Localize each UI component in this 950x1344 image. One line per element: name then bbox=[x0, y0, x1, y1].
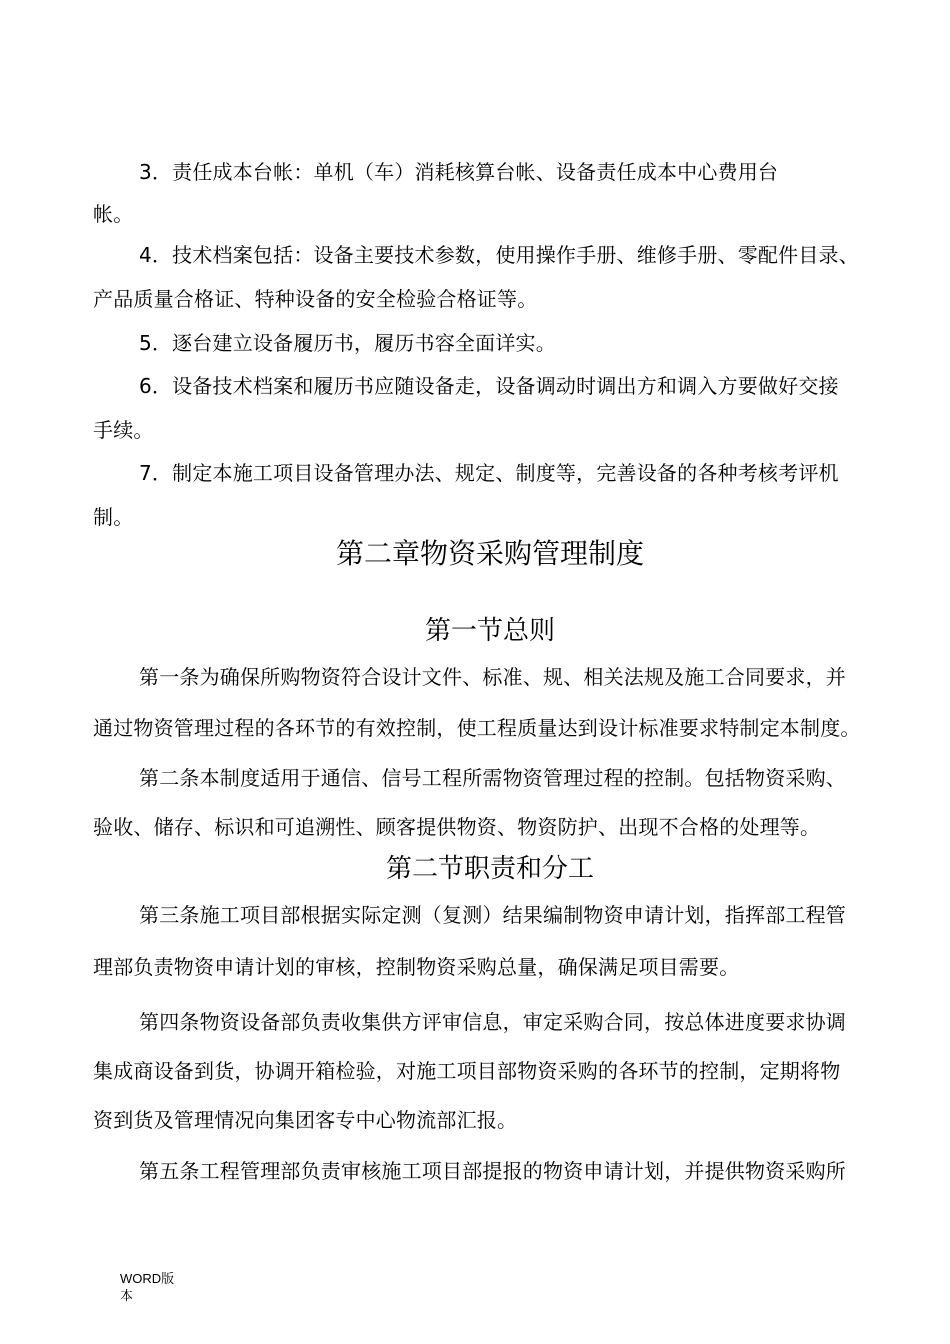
section-1-title: 第一节总则 bbox=[424, 616, 555, 646]
article-4-line-1: 第四条物资设备部负责收集供方评审信息，审定采购合同，按总体进度要求协调 bbox=[139, 1010, 846, 1034]
article-1-line-1: 第一条为确保所购物资符合设计文件、标准、规、相关法规及施工合同要求，并 bbox=[139, 665, 846, 689]
item-3-line-2: 帐。 bbox=[93, 202, 134, 226]
item-4-line-1: 4．技术档案包括：设备主要技术参数，使用操作手册、维修手册、零配件目录、 bbox=[139, 243, 859, 267]
article-4-line-3: 资到货及管理情况向集团客专中心物流部汇报。 bbox=[93, 1108, 518, 1132]
item-3-line-1: 3．责任成本台帐：单机（车）消耗核算台帐、设备责任成本中心费用台 bbox=[139, 160, 779, 184]
article-3-line-2: 理部负责物资申请计划的审核，控制物资采购总量，确保满足项目需要。 bbox=[93, 955, 740, 979]
item-5-line-1: 5．逐台建立设备履历书，履历书容全面详实。 bbox=[139, 331, 556, 355]
footer-line-1: WORD版 bbox=[120, 1271, 175, 1286]
item-7-line-2: 制。 bbox=[93, 505, 134, 529]
footer-label bbox=[120, 1270, 174, 1304]
item-7-line-1: 7．制定本施工项目设备管理办法、规定、制度等，完善设备的各种考核考评机 bbox=[139, 461, 839, 485]
article-2-line-1: 第二条本制度适用于通信、信号工程所需物资管理过程的控制。包括物资采购、 bbox=[139, 766, 846, 790]
article-3-line-1: 第三条施工项目部根据实际定测（复测）结果编制物资申请计划，指挥部工程管 bbox=[139, 903, 846, 927]
item-6-line-1: 6．设备技术档案和履历书应随设备走，设备调动时调出方和调入方要做好交接 bbox=[139, 374, 839, 398]
item-4-line-2: 产品质量合格证、特种设备的安全检验合格证等。 bbox=[93, 287, 538, 311]
item-6-line-2: 手续。 bbox=[93, 418, 154, 442]
footer-line-2: 本 bbox=[120, 1288, 134, 1303]
chapter-title: 第二章物资采购管理制度 bbox=[335, 537, 644, 570]
article-4-line-2: 集成商设备到货，协调开箱检验，对施工项目部物资采购的各环节的控制，定期将物 bbox=[93, 1059, 841, 1083]
article-5-line-1: 第五条工程管理部负责审核施工项目部提报的物资申请计划，并提供物资采购所 bbox=[139, 1159, 846, 1183]
article-2-line-2: 验收、储存、标识和可追溯性、顾客提供物资、物资防护、出现不合格的处理等。 bbox=[93, 815, 821, 839]
section-2-title: 第二节职责和分工 bbox=[385, 854, 594, 884]
article-1-line-2: 通过物资管理过程的各环节的有效控制，使工程质量达到设计标准要求特制定本制度。 bbox=[93, 716, 861, 740]
